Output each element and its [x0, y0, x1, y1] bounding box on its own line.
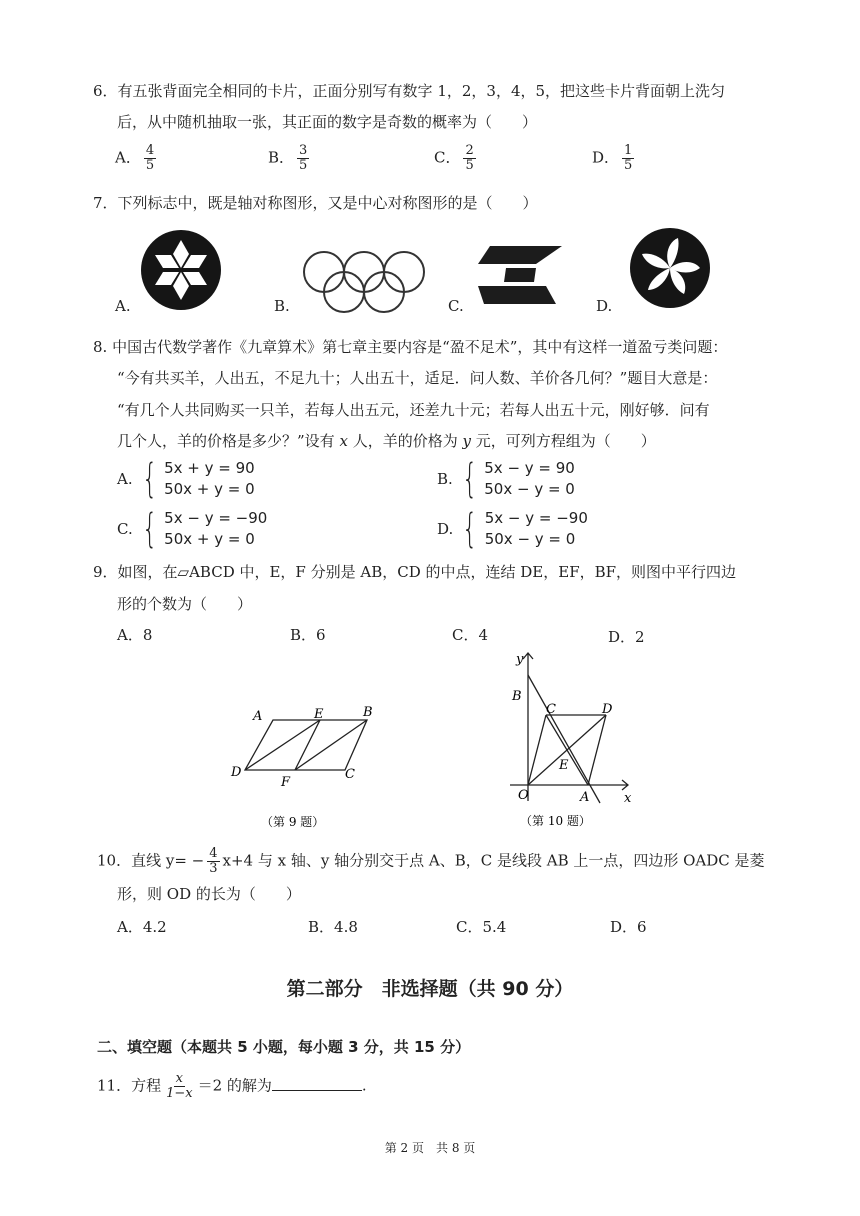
q10-option-b: B．4.8	[308, 918, 358, 936]
logo-a-image	[139, 228, 223, 312]
q10-option-d: D．6	[610, 918, 647, 936]
q10-option-a: A．4.2	[117, 918, 167, 936]
q10-line2: 形，则 OD 的长为（ ）	[117, 885, 301, 903]
q9-label-b: B	[363, 705, 373, 720]
section2-title: 二、填空题（本题共 5 小题，每小题 3 分，共 15 分）	[97, 1038, 471, 1056]
q9-option-b: B．6	[290, 626, 326, 644]
q6-option-a: A． $\frac{4}{5}$	[115, 143, 155, 173]
q6-line1: 6．有五张背面完全相同的卡片，正面分别写有数字 1，2，3，4，5，把这些卡片背面朝上洗匀	[93, 82, 726, 100]
q6-option-d: D． $\frac{1}{5}$	[592, 143, 633, 173]
q8-line3: “有几个人共同购买一只羊，若每人出五元，还差九十元；若每人出五十元，刚好够．问有	[117, 401, 710, 419]
q9-option-d: D．2	[608, 628, 645, 646]
q10-axis-y: y	[516, 652, 524, 667]
q8-option-a: A. { 5x + y = 90 50x + y = 0	[117, 456, 255, 502]
part2-title: 第二部分 非选择题（共 90 分）	[286, 978, 574, 1000]
q8-line1: 8. 中国古代数学著作《九章算术》第七章主要内容是“盈不足术”，其中有这样一道盈亏类问题：	[93, 338, 728, 356]
q9-label-a: A	[253, 709, 263, 724]
q7-option-a-label: A.	[115, 297, 131, 315]
olympic-rings-image	[300, 248, 430, 318]
q9-option-c: C．4	[452, 626, 489, 644]
q10-option-c: C．5.4	[456, 918, 507, 936]
q10-caption: （第 10 题）	[520, 814, 591, 828]
q7-option-b-label: B.	[274, 297, 290, 315]
q10-label-e: E	[559, 758, 569, 773]
bauhinia-logo-image	[628, 226, 712, 310]
q9-parallelogram-figure	[225, 700, 385, 830]
q8-line2: “今有共买羊，人出五，不足九十；人出五十，适足．问人数、羊价各几何？”题目大意是：	[117, 369, 718, 387]
q11-answer-blank[interactable]	[272, 1076, 362, 1091]
q9-line2: 形的个数为（ ）	[117, 595, 253, 613]
q10-label-o: O	[518, 788, 529, 803]
q8-option-d: D. { 5x − y = −90 50x − y = 0	[437, 506, 588, 552]
q9-label-e: E	[314, 707, 324, 722]
q7-stem: 7．下列标志中，既是轴对称图形，又是中心对称图形的是（ ）	[93, 194, 538, 212]
q10-label-b: B	[512, 689, 522, 704]
q8-option-c: C. { 5x − y = −90 50x + y = 0	[117, 506, 268, 552]
q8-option-b: B. { 5x − y = 90 50x − y = 0	[437, 456, 575, 502]
q10-axis-x: x	[624, 791, 632, 806]
q9-label-c: C	[345, 767, 355, 782]
q10-label-c: C	[546, 702, 556, 717]
q6-option-b: B． $\frac{3}{5}$	[268, 143, 308, 173]
q9-label-f: F	[281, 775, 291, 790]
q9-label-d: D	[231, 765, 242, 780]
q8-line4: 几个人，羊的价格是多少？”设有 x 人，羊的价格为 y 元，可列方程组为（ ）	[117, 432, 656, 450]
q11-line: 11．方程 $\frac{x}{1-x}$ ＝2 的解为 .	[97, 1071, 367, 1101]
q6-line2: 后，从中随机抽取一张，其正面的数字是奇数的概率为（ ）	[117, 113, 538, 131]
logo-c-image	[476, 244, 566, 306]
q9-caption: （第 9 题）	[261, 815, 325, 829]
q10-label-a: A	[580, 790, 590, 805]
q9-option-a: A．8	[117, 626, 153, 644]
q10-rhombus-figure	[500, 645, 645, 830]
q7-option-c-label: C.	[448, 297, 464, 315]
q6-option-c: C． $\frac{2}{5}$	[434, 143, 474, 173]
q9-line1: 9．如图，在▱ABCD 中，E，F 分别是 AB，CD 的中点，连结 DE，EF，BF，则图中平行四边	[93, 563, 737, 581]
q10-label-d: D	[602, 702, 613, 717]
q7-option-d-label: D.	[596, 297, 613, 315]
q10-line1: 10．直线 y= − $\frac{4}{3}$ x+4 与 x 轴、y 轴分别交于点 A、B，C 是线段 AB 上一点，四边形 OADC 是菱	[97, 846, 765, 876]
page-footer: 第 2 页 共 8 页	[384, 1141, 476, 1155]
